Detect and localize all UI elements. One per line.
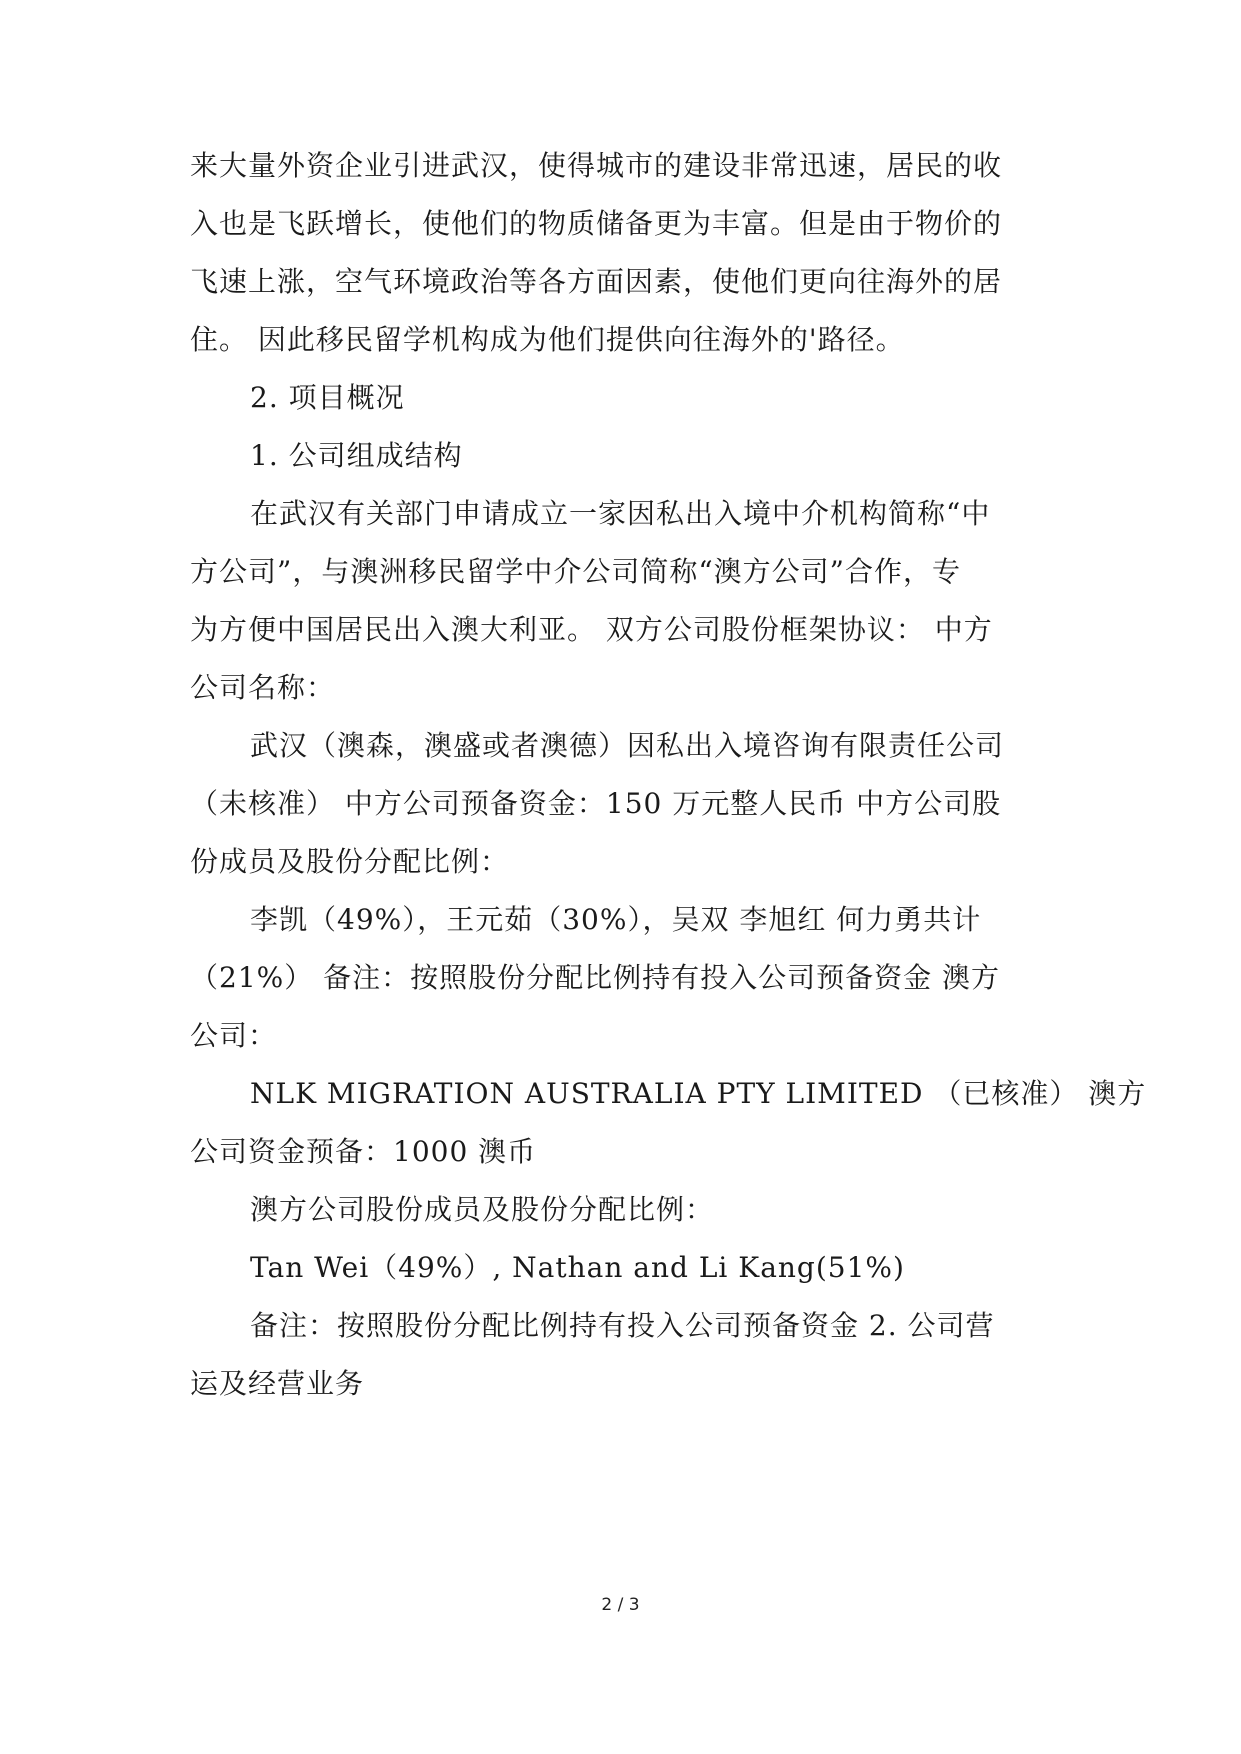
- body-line-17: NLK MIGRATION AUSTRALIA PTY LIMITED （已核准） 澳方: [250, 1077, 1147, 1110]
- body-line-8: 方公司”，与澳洲移民留学中介公司简称“澳方公司”合作，专: [190, 555, 961, 588]
- body-line-16: 公司：: [190, 1019, 278, 1052]
- body-line-4: 住。 因此移民留学机构成为他们提供向往海外的'路径。: [190, 323, 905, 356]
- body-line-1: 来大量外资企业引进武汉，使得城市的建设非常迅速，居民的收: [190, 149, 1003, 182]
- body-line-7: 在武汉有关部门申请成立一家因私出入境中介机构简称“中: [250, 497, 991, 530]
- body-line-22: 运及经营业务: [190, 1367, 365, 1400]
- body-line-20: Tan Wei（49%）, Nathan and Li Kang(51%): [250, 1251, 905, 1284]
- body-line-13: 份成员及股份分配比例：: [190, 845, 510, 878]
- body-line-18: 公司资金预备：1000 澳币: [190, 1135, 537, 1168]
- body-line-21: 备注：按照股份分配比例持有投入公司预备资金 2. 公司营: [250, 1309, 995, 1342]
- body-line-12: （未核准） 中方公司预备资金：150 万元整人民币 中方公司股: [190, 787, 1002, 820]
- page-number: 2 / 3: [601, 1595, 640, 1615]
- body-line-2: 入也是飞跃增长，使他们的物质储备更为丰富。但是由于物价的: [190, 207, 1003, 240]
- body-line-11: 武汉（澳森，澳盛或者澳德）因私出入境咨询有限责任公司: [250, 729, 1005, 762]
- body-line-9: 为方便中国居民出入澳大利亚。 双方公司股份框架协议： 中方: [190, 613, 993, 646]
- body-line-3: 飞速上涨，空气环境政治等各方面因素，使他们更向往海外的居: [190, 265, 1003, 298]
- body-line-14: 李凯（49%），王元茹（30%），吴双 李旭红 何力勇共计: [250, 903, 982, 936]
- body-line-10: 公司名称：: [190, 671, 336, 704]
- body-line-15: （21%） 备注：按照股份分配比例持有投入公司预备资金 澳方: [190, 961, 1001, 994]
- section-heading-project-overview: 2. 项目概况: [250, 381, 405, 414]
- body-line-19: 澳方公司股份成员及股份分配比例：: [250, 1193, 715, 1226]
- subsection-heading-company-structure: 1. 公司组成结构: [250, 439, 463, 472]
